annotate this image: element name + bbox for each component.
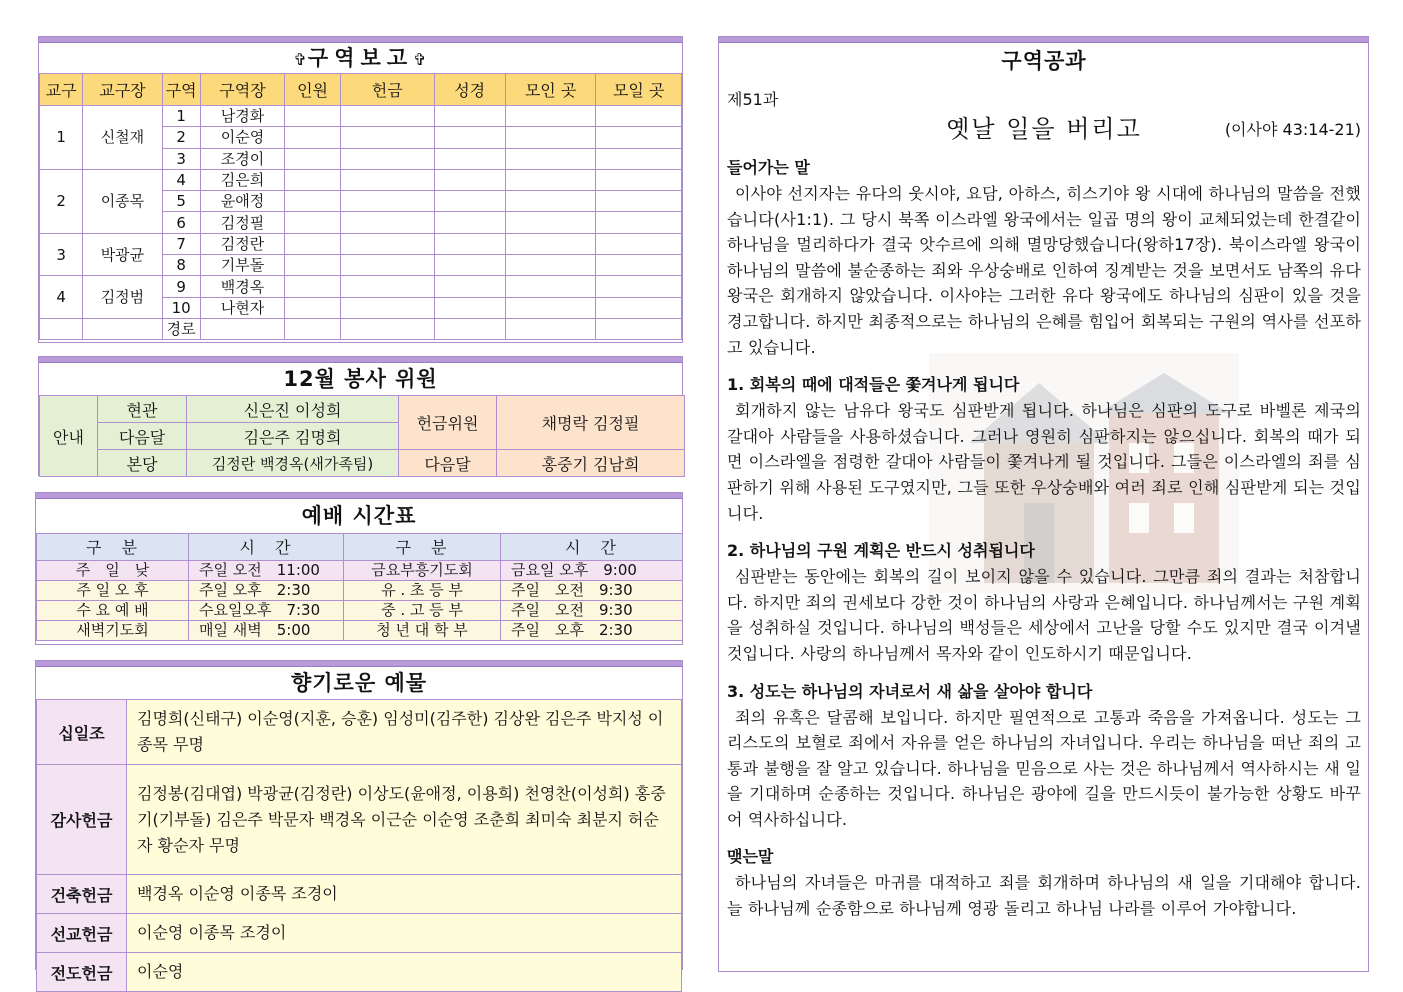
service-name: 주 일 낮 [37, 561, 189, 581]
parish-leader: 신철재 [83, 106, 162, 170]
blank-cell[interactable] [505, 318, 596, 339]
volunteers-panel [38, 356, 683, 476]
section-heading: 1. 회복의 때에 대적들은 쫓겨나게 됩니다 [727, 375, 1020, 395]
parish-number: 4 [40, 276, 83, 319]
blank-cell[interactable] [434, 191, 505, 212]
blank-cell[interactable] [285, 148, 341, 169]
district-report-title-text: 구역보고 [307, 46, 414, 70]
section-body: 심판받는 동안에는 회복의 길이 보이지 않을 수 있습니다. 그만큼 죄의 결과는 처참합니다. 하지만 죄의 권세보다 강한 것이 하나님의 사랑과 은혜입니다. 하나님께서는 구원 계획을 성취하실 것입니다. 하나님의 백성들은 세상에서 고난을 당할 수도 있지만 결국 이겨낼 것입니다. 사랑의 하나님께서 목자와 같이 인도하시기 때문입니다. [727, 567, 1361, 663]
blank-cell[interactable] [434, 276, 505, 297]
offering-names: 김정봉(김대엽) 박광균(김정란) 이상도(윤애정, 이용희) 천영찬(이성희) 홍중기(기부돌) 김은주 박문자 백경옥 이근순 이순영 조춘희 최미숙 최분지 허순자 황순자 무명 [127, 765, 682, 875]
district-number: 6 [162, 212, 200, 233]
table-header-row [40, 74, 682, 106]
blank-cell[interactable] [285, 191, 341, 212]
parish-number: 1 [40, 106, 83, 170]
blank-cell[interactable] [285, 255, 341, 276]
table-row [40, 450, 685, 477]
district-leader: 백경옥 [200, 276, 285, 297]
table-row [37, 765, 682, 875]
table-row [40, 276, 682, 297]
section-body: 회개하지 않는 남유다 왕국도 심판받게 됩니다. 하나님은 심판의 도구로 바벨론 제국의 갈대아 사람들을 사용하셨습니다. 그러나 영원히 심판하지는 않으십니다. 회복의 때가 되면 이스라엘을 점령한 갈대아 사람들이 쫓겨나게 될 것입니다. 그들은 이스라엘의 죄를 심판하기 위해 사용된 도구였지만, 그들 또한 우상숭배와 여러 죄로 인해 심판받게 되는 것입니다. [727, 401, 1361, 523]
worship-schedule-table [36, 533, 683, 641]
blank-cell[interactable] [340, 255, 434, 276]
blank-cell[interactable] [285, 276, 341, 297]
district-number: 5 [162, 191, 200, 212]
blank-cell[interactable] [596, 233, 682, 254]
table-row [40, 106, 682, 127]
volunteers-title: 12월 봉사 위원 [283, 367, 438, 391]
lesson-title: 옛날 일을 버리고 [946, 115, 1142, 143]
service-name: 유 . 초 등 부 [344, 581, 501, 601]
blank-cell[interactable] [434, 318, 505, 339]
offering-committee-names: 채명락 김정필 [497, 396, 685, 450]
district-leader: 김정필 [200, 212, 285, 233]
lesson-panel [718, 36, 1369, 972]
blank-cell[interactable] [434, 148, 505, 169]
district-leader: 김정란 [200, 233, 285, 254]
blank-cell[interactable] [596, 148, 682, 169]
column-header: 시 간 [501, 534, 683, 561]
blank-cell [40, 318, 83, 339]
service-time: 주일 오전 9:30 [501, 601, 683, 621]
elder-row-label: 경로 [162, 318, 200, 339]
district-number: 9 [162, 276, 200, 297]
blank-cell[interactable] [596, 127, 682, 148]
section-heading: 맺는말 [727, 847, 774, 867]
offering-type-label: 전도헌금 [37, 953, 127, 992]
offering-type-label: 선교헌금 [37, 914, 127, 953]
blank-cell[interactable] [285, 106, 341, 127]
table-row [37, 561, 683, 581]
parish-number: 2 [40, 169, 83, 233]
next-month-label: 다음달 [399, 450, 497, 477]
section-body: 이사야 선지자는 유다의 웃시야, 요담, 아하스, 히스기야 왕 시대에 하나님의 말씀을 전했습니다(사1:1). 그 당시 북쪽 이스라엘 왕국에서는 일곱 명의 왕이 교체되었는데 한결같이 하나님을 멀리하다가 결국 앗수르에 의해 멸망당했습니다(왕하17장). 북이스라엘 왕국이 하나님의 말씀에 불순종하는 죄와 우상숭배로 인하여 징계받는 것을 보면서도 남쪽의 유다 왕국은 회개하지 않았습니다. 이사야는 그러한 유다 왕국에도 하나님의 심판이 있을 것을 경고합니다. 하지만 최종적으로는 하나님의 은혜를 힘입어 회복되는 구원의 역사를 선포하고 있습니다. [727, 184, 1361, 357]
blank-cell[interactable] [505, 255, 596, 276]
service-name: 수 요 예 배 [37, 601, 189, 621]
blank-cell[interactable] [340, 106, 434, 127]
cross-icon: ✞ [293, 50, 308, 69]
parish-leader: 이종목 [83, 169, 162, 233]
service-name: 새벽기도회 [37, 621, 189, 641]
column-header: 구역 [162, 74, 200, 106]
district-leader: 이순영 [200, 127, 285, 148]
district-number: 3 [162, 148, 200, 169]
lesson-header: 구역공과 [1001, 49, 1087, 73]
worship-schedule-title: 예배 시간표 [301, 504, 417, 528]
blank-cell[interactable] [596, 106, 682, 127]
table-row [37, 581, 683, 601]
blank-cell[interactable] [340, 297, 434, 318]
service-time: 주일 오전 9:30 [501, 581, 683, 601]
section-body: 죄의 유혹은 달콤해 보입니다. 하지만 필연적으로 고통과 죽음을 가져옵니다. 성도는 그리스도의 보혈로 죄에서 자유를 얻은 하나님의 자녀입니다. 우리는 하나님을 떠난 죄의 고통과 불행을 잘 알고 있습니다. 하나님을 믿음으로 사는 것은 하나님께서 역사하시는 새 일을 기대하며 순종하는 것입니다. 하나님은 광야에 길을 만드시듯이 불가능한 상황도 바꾸어 역사하십니다. [727, 707, 1361, 829]
district-report-title [39, 43, 682, 73]
table-row [37, 953, 682, 992]
service-name: 금요부흥기도회 [344, 561, 501, 581]
district-report-table [39, 73, 682, 340]
offering-type-label: 감사헌금 [37, 765, 127, 875]
column-header: 시 간 [189, 534, 344, 561]
section-heading: 2. 하나님의 구원 계획은 반드시 성취됩니다 [727, 541, 1035, 561]
column-header: 인원 [285, 74, 341, 106]
service-name: 청 년 대 학 부 [344, 621, 501, 641]
offering-type-label: 십일조 [37, 700, 127, 765]
volunteer-names: 김정란 백경옥(새가족팀) [187, 450, 399, 477]
column-header: 교구장 [83, 74, 162, 106]
offering-type-label: 건축헌금 [37, 875, 127, 914]
worship-schedule-panel [35, 492, 683, 645]
offering-names: 이순영 이종목 조경이 [127, 914, 682, 953]
blank-cell[interactable] [340, 233, 434, 254]
district-leader: 김은희 [200, 169, 285, 190]
blank-cell[interactable] [596, 276, 682, 297]
column-header: 모일 곳 [596, 74, 682, 106]
district-leader: 기부돌 [200, 255, 285, 276]
column-header: 성경 [434, 74, 505, 106]
district-leader: 윤애정 [200, 191, 285, 212]
blank-cell[interactable] [596, 212, 682, 233]
service-time: 수요일오후 7:30 [189, 601, 344, 621]
service-name: 주 일 오 후 [37, 581, 189, 601]
blank-cell [83, 318, 162, 339]
place-label: 다음달 [98, 423, 187, 450]
district-report-panel [38, 36, 683, 343]
parish-leader: 박광균 [83, 233, 162, 276]
blank-cell[interactable] [505, 148, 596, 169]
lesson-title-row [727, 109, 1361, 149]
blank-cell[interactable] [596, 297, 682, 318]
volunteer-names: 신은진 이성희 [187, 396, 399, 423]
place-label: 현관 [98, 396, 187, 423]
cross-icon: ✞ [413, 50, 428, 69]
blank-cell[interactable] [340, 191, 434, 212]
section-body: 하나님의 자녀들은 마귀를 대적하고 죄를 회개하며 하나님의 새 일을 기대해야 합니다. 늘 하나님께 순종함으로 하나님께 영광 돌리고 하나님 나라를 이루어 가야합니다. [727, 873, 1361, 919]
column-header: 모인 곳 [505, 74, 596, 106]
blank-cell[interactable] [505, 106, 596, 127]
blank-cell[interactable] [505, 127, 596, 148]
offerings-panel [35, 660, 683, 983]
table-row [37, 700, 682, 765]
offering-names: 백경옥 이순영 이종목 조경이 [127, 875, 682, 914]
district-number: 1 [162, 106, 200, 127]
offering-names: 김명희(신태구) 이순영(지훈, 승훈) 임성미(김주한) 김상완 김은주 박지성 이종목 무명 [127, 700, 682, 765]
blank-cell[interactable] [596, 169, 682, 190]
offerings-table [36, 699, 682, 992]
column-header: 구역장 [200, 74, 285, 106]
guide-label: 안내 [40, 396, 98, 477]
column-header: 헌금 [340, 74, 434, 106]
blank-cell[interactable] [505, 233, 596, 254]
blank-cell[interactable] [434, 255, 505, 276]
blank-cell[interactable] [285, 233, 341, 254]
column-header: 교구 [40, 74, 83, 106]
blank-cell[interactable] [340, 318, 434, 339]
blank-cell[interactable] [505, 276, 596, 297]
district-number: 8 [162, 255, 200, 276]
service-time: 금요일 오후 9:00 [501, 561, 683, 581]
district-number: 10 [162, 297, 200, 318]
table-row [40, 169, 682, 190]
district-leader: 나현자 [200, 297, 285, 318]
blank-cell[interactable] [340, 212, 434, 233]
next-month-names: 홍중기 김남희 [497, 450, 685, 477]
column-header: 구 분 [344, 534, 501, 561]
district-number: 4 [162, 169, 200, 190]
column-header: 구 분 [37, 534, 189, 561]
table-row [40, 318, 682, 339]
blank-cell[interactable] [505, 212, 596, 233]
table-row [40, 233, 682, 254]
blank-cell[interactable] [596, 255, 682, 276]
blank-cell[interactable] [434, 233, 505, 254]
blank-cell[interactable] [434, 212, 505, 233]
offering-committee-label: 헌금위원 [399, 396, 497, 450]
service-name: 중 . 고 등 부 [344, 601, 501, 621]
blank-cell[interactable] [505, 191, 596, 212]
blank-cell[interactable] [505, 297, 596, 318]
blank-cell[interactable] [285, 297, 341, 318]
table-row [37, 601, 683, 621]
blank-cell[interactable] [285, 318, 341, 339]
lesson-number: 제51과 [727, 90, 779, 109]
place-label: 본당 [98, 450, 187, 477]
volunteer-names: 김은주 김명희 [187, 423, 399, 450]
service-time: 주일 오후 2:30 [189, 581, 344, 601]
blank-cell[interactable] [285, 169, 341, 190]
table-row [37, 875, 682, 914]
blank-cell[interactable] [505, 169, 596, 190]
blank-cell[interactable] [434, 169, 505, 190]
district-leader: 조경이 [200, 148, 285, 169]
section-heading: 들어가는 말 [727, 158, 810, 177]
table-header-row [37, 534, 683, 561]
table-row [37, 621, 683, 641]
blank-cell[interactable] [434, 297, 505, 318]
service-time: 주일 오후 2:30 [501, 621, 683, 641]
table-row [37, 914, 682, 953]
service-time: 매일 새벽 5:00 [189, 621, 344, 641]
parish-leader: 김정범 [83, 276, 162, 319]
blank-cell[interactable] [340, 169, 434, 190]
blank-cell[interactable] [596, 318, 682, 339]
offering-names: 이순영 [127, 953, 682, 992]
section-heading: 3. 성도는 하나님의 자녀로서 새 삶을 살아야 합니다 [727, 681, 1093, 701]
blank-cell[interactable] [340, 148, 434, 169]
blank-cell[interactable] [285, 212, 341, 233]
district-leader: 남경화 [200, 106, 285, 127]
district-number: 7 [162, 233, 200, 254]
district-number: 2 [162, 127, 200, 148]
scripture-reference: (이사야 43:14-21) [1224, 120, 1361, 139]
service-time: 주일 오전 11:00 [189, 561, 344, 581]
parish-number: 3 [40, 233, 83, 276]
blank-cell[interactable] [434, 106, 505, 127]
blank-cell[interactable] [340, 276, 434, 297]
blank-cell[interactable] [200, 318, 285, 339]
blank-cell[interactable] [340, 127, 434, 148]
blank-cell[interactable] [434, 127, 505, 148]
blank-cell[interactable] [596, 191, 682, 212]
volunteers-table [39, 395, 685, 477]
table-row [40, 396, 685, 423]
offerings-title: 향기로운 예물 [290, 671, 428, 695]
blank-cell[interactable] [285, 127, 341, 148]
